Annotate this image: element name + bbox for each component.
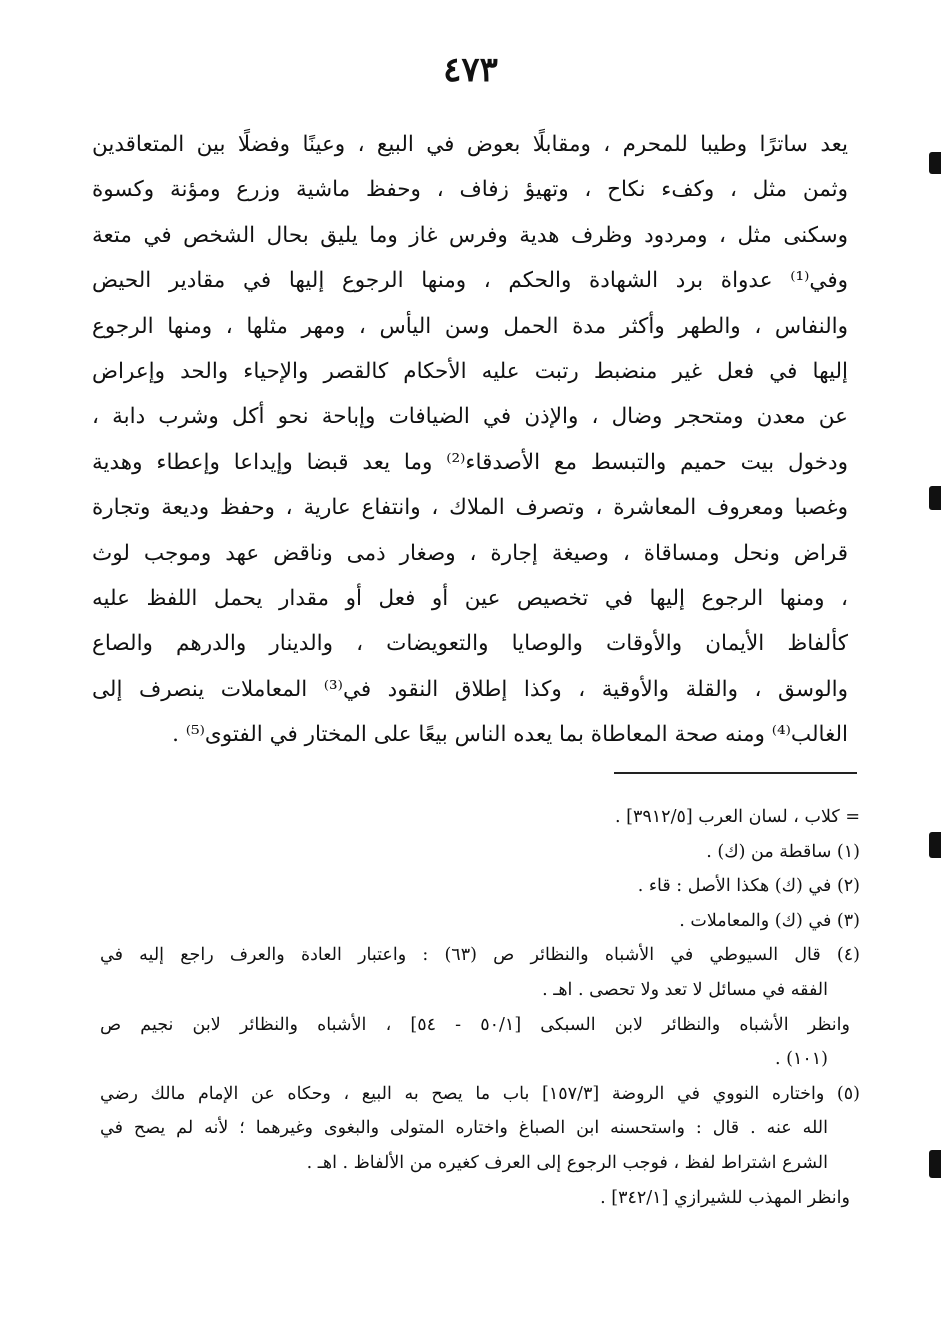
footnote-line: الشرع اشتراط لفظ ، فوجب الرجوع إلى العرف كغيره من الألفاظ . اهـ . (306, 1152, 828, 1173)
main-text-line: الغالب⁽⁴⁾ ومنه صحة المعاطاة بما يعده الناس بيعًا على المختار في الفتوى⁽⁵⁾ . (172, 722, 848, 748)
footnote-line: (٢) في (ك) هكذا الأصل : قاء . (637, 876, 860, 897)
binding-edge-mark (929, 152, 941, 174)
footnote-line: (٥) واختاره النووي في الروضة [١٥٧/٣] باب ما يصح به البيع ، وحكاه عن الإمام مالك رضي (100, 1083, 860, 1104)
main-text-line: يعد ساترًا وطيبا للمحرم ، ومقابلًا بعوض في البيع ، وعينًا وفضلًا بين المتعاقدين (92, 132, 848, 157)
main-text-line: وفي⁽¹⁾ عدواة برد الشهادة والحكم ، ومنها الرجوع إليها في مقادير الحيض (92, 268, 848, 294)
binding-edge-mark (929, 832, 941, 858)
main-text-line: وسكنى مثل ، ومردود وظرف هدية وفرس غاز وما يليق بحال الشخص في متعة (92, 222, 848, 248)
main-text-line: والوسق ، والقلة والأوقية ، وكذا إطلاق النقود في⁽³⁾ المعاملات ينصرف إلى (92, 676, 848, 702)
footnote-separator (614, 772, 857, 774)
main-text-line: ، ومنها الرجوع إليها في تخصيص عين أو فعل أو مقدار يحمل اللفظ عليه (92, 585, 848, 611)
binding-edge-mark (929, 486, 941, 510)
main-text-line: قراض ونحل ومساقاة ، وصيغة إجارة ، وصغار ذمى وناقض عهد وموجب لوث (92, 540, 848, 566)
main-text-line: كألفاظ الأيمان والأوقات والوصايا والتعويضات ، والدينار والدرهم والصاع (92, 631, 848, 657)
footnote-line: (٣) في (ك) والمعاملات . (679, 910, 860, 931)
footnote-line: الله عنه . قال : واستحسنه ابن الصباغ واختاره المتولى والبغوى وغيرهما ؛ لأنه لم يصح في (100, 1118, 828, 1139)
footnote-line: (١) ساقطة من (ك) . (706, 841, 860, 862)
footnote-line: (٤) قال السيوطي في الأشباه والنظائر ص (٦٣) : واعتبار العادة والعرف راجع إليه في (100, 945, 860, 966)
main-text-block (92, 122, 848, 757)
main-text-line: إليها في فعل غير منضبط رتبت عليه الأحكام كالقصر والإحياء والحد وإعراض (92, 358, 848, 384)
main-text-line: وغصبا ومعروف المعاشرة ، وتصرف الملاك ، وانتفاع عارية ، وحفظ وديعة وتجارة (92, 495, 848, 521)
main-text-line: وثمن مثل ، وكفء نكاح ، وتهيؤ زفاف ، وحفظ ماشية وزرع ومؤنة وكسوة (92, 177, 848, 203)
footnote-line: وانظر الأشباه والنظائر لابن السبكى [٥٠/١ - ٥٤] ، الأشباه والنظائر لابن نجيم ص (100, 1014, 850, 1035)
main-text-line: والنفاس ، والطهر وأكثر مدة الحمل وسن اليأس ، ومهر مثلها ، ومنها الرجوع (92, 313, 848, 339)
footnote-line: (١٠١) . (775, 1049, 828, 1070)
main-text-line: ودخول بيت حميم والتبسط مع الأصدقاء⁽²⁾ وما يعد قبضا وإيداعا وإعطاء وهدية (92, 449, 848, 475)
main-text-line: عن معدن ومتحجر وضال ، والإذن في الضيافات وإباحة نحو أكل وشرب دابة ، (92, 404, 848, 430)
page-number: ٤٧٣ (443, 50, 498, 90)
footnote-line: وانظر المهذب للشيرازي [٣٤٢/١] . (600, 1187, 850, 1208)
footnote-line: الفقه في مسائل لا تعد ولا تحصى . اهـ . (542, 979, 828, 1000)
footnotes-block (100, 800, 860, 1215)
footnote-line: = كلاب ، لسان العرب [٣٩١٢/٥] . (615, 807, 860, 827)
binding-edge-mark (929, 1150, 941, 1178)
